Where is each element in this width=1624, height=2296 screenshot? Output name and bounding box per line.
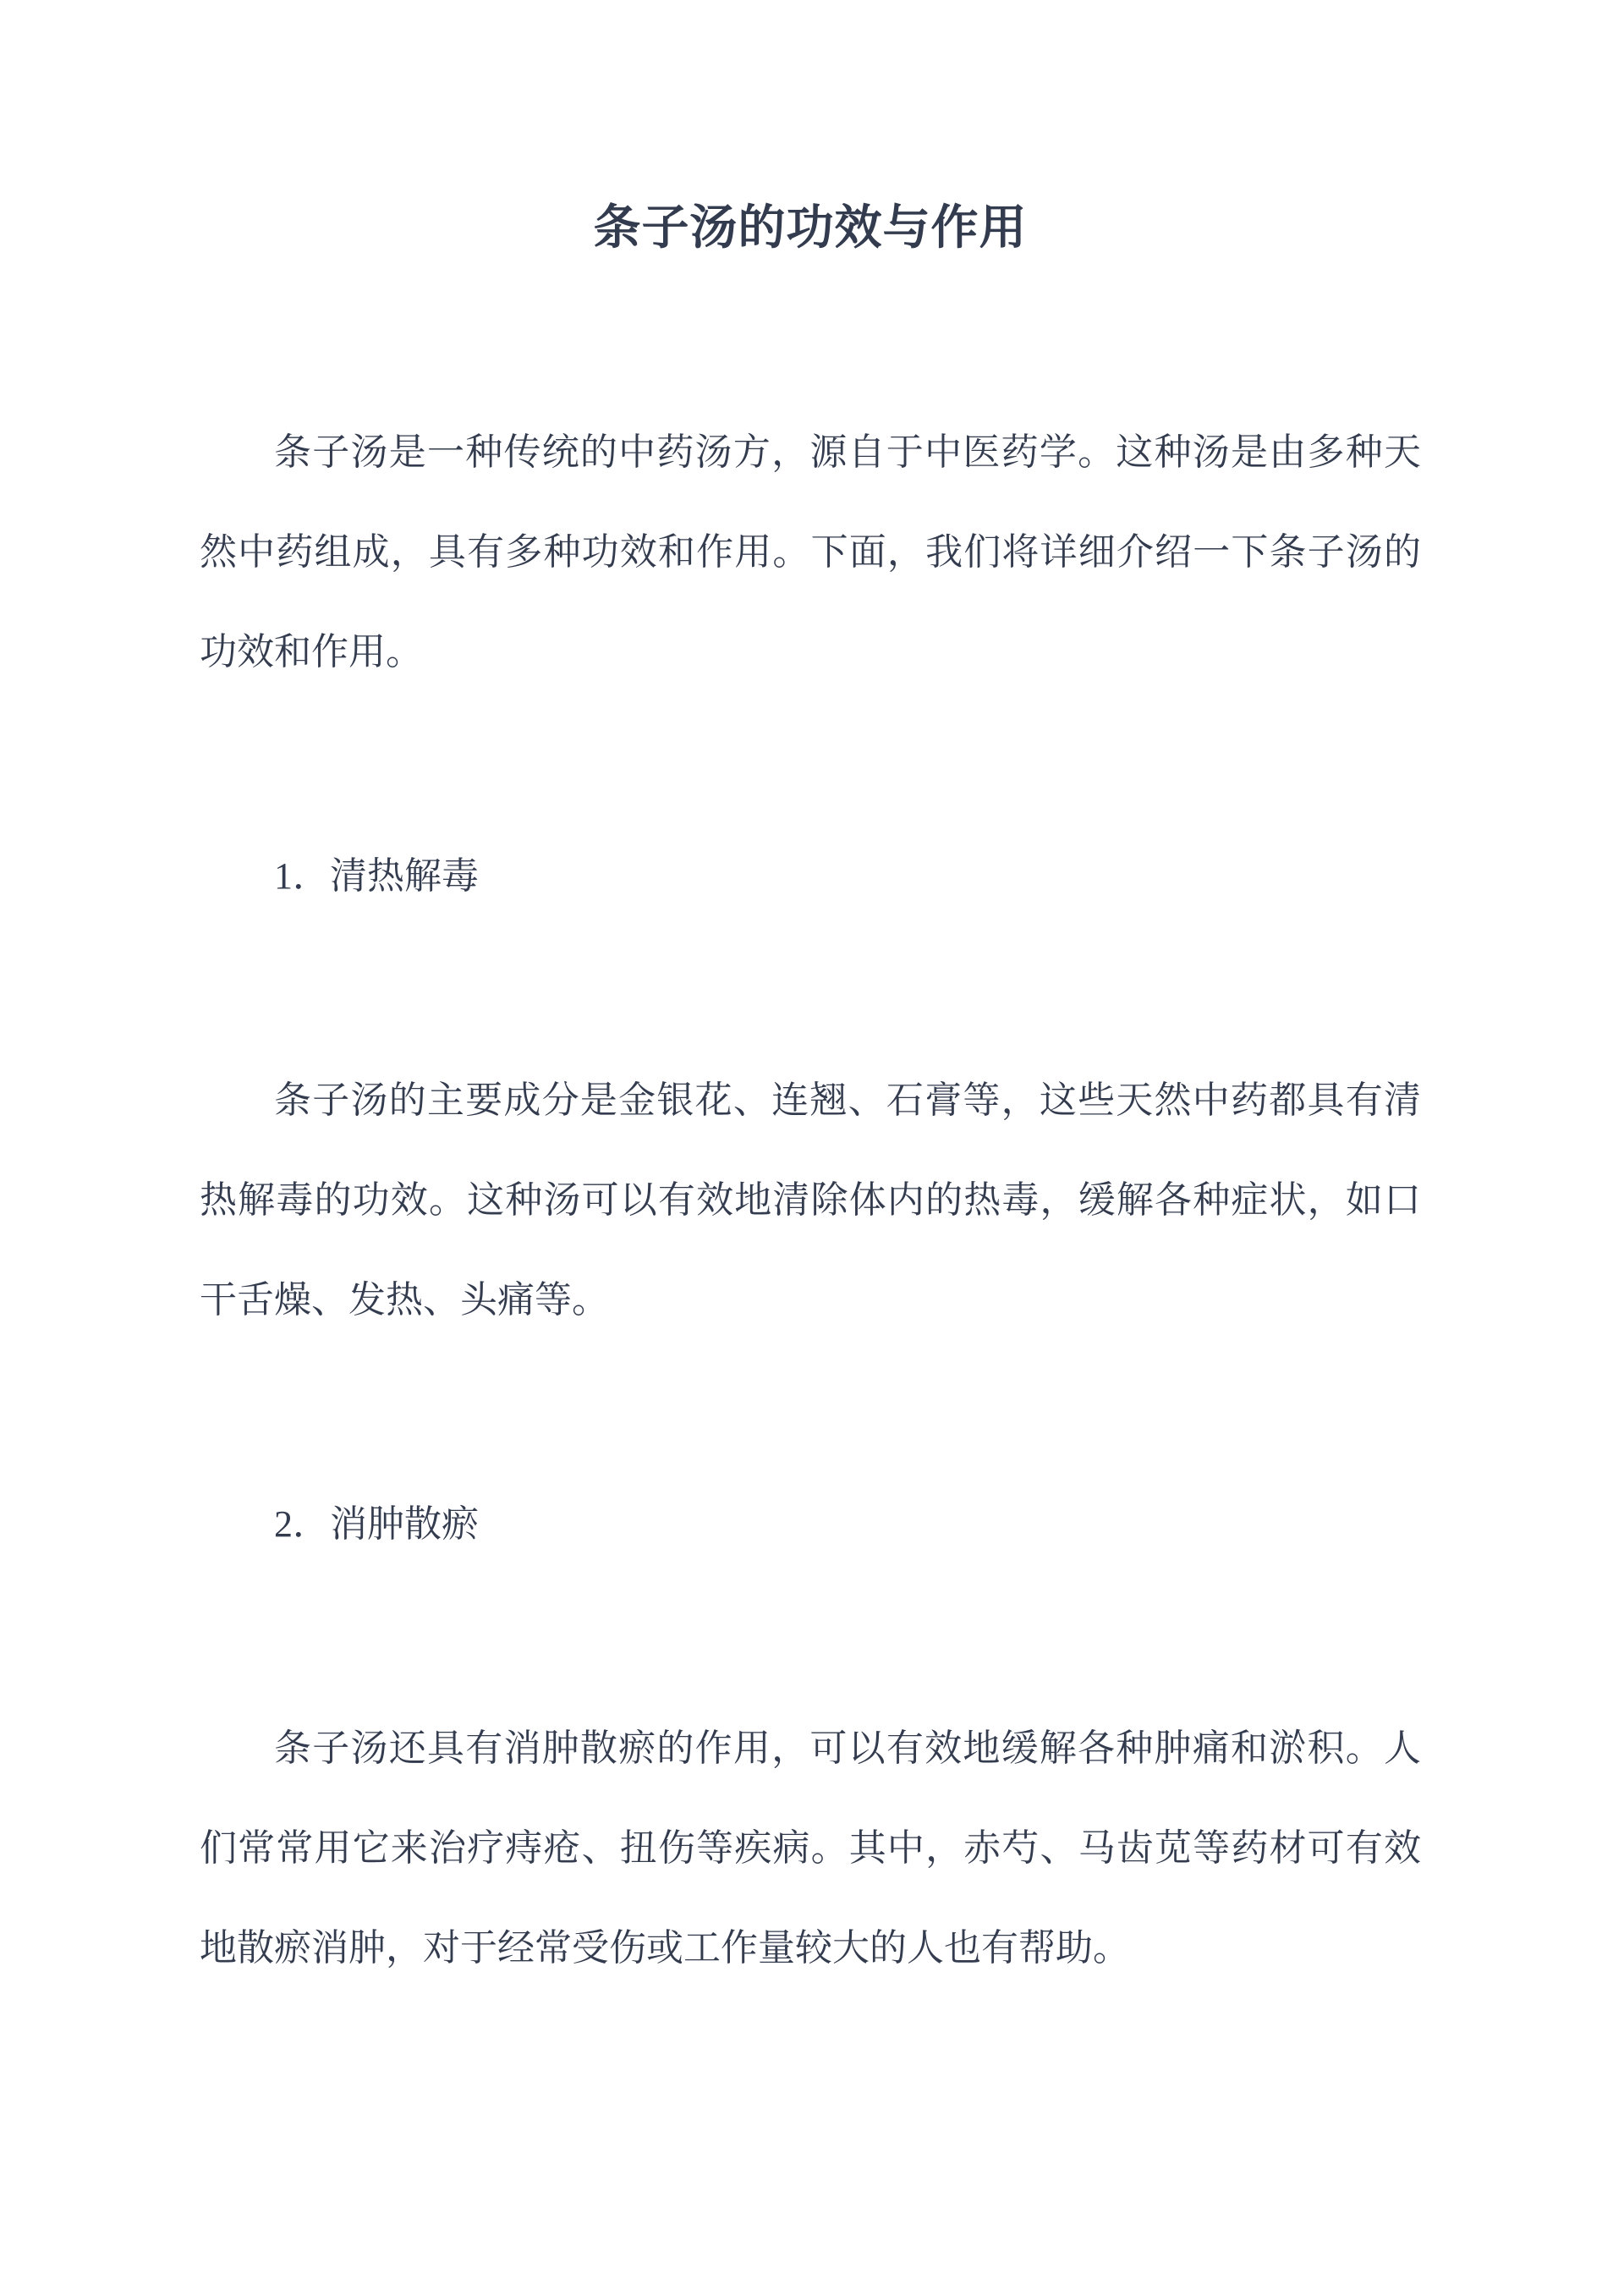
section-1-paragraph: 条子汤的主要成分是金银花、连翘、石膏等，这些天然中药都具有清热解毒的功效。这种汤可以有效地清除体内的热毒，缓解各种症状，如口干舌燥、发热、头痛等。 [200,1079,1421,1321]
section-heading-1: 1．清热解毒 [274,855,479,897]
page-title: 条子汤的功效与作用 [593,202,1028,255]
section-2-paragraph: 条子汤还具有消肿散瘀的作用，可以有效地缓解各种肿痛和淤积。人们常常用它来治疗痔疮、扭伤等疾病。其中，赤芍、马齿苋等药材可有效地散瘀消肿，对于经常受伤或工作量较大的人也有帮助。 [200,1727,1421,1969]
intro-paragraph: 条子汤是一种传统的中药汤方，源自于中医药学。这种汤是由多种天然中药组成，具有多种功效和作用。下面，我们将详细介绍一下条子汤的功效和作用。 [200,431,1421,673]
section-heading-2: 2．消肿散瘀 [274,1503,479,1545]
